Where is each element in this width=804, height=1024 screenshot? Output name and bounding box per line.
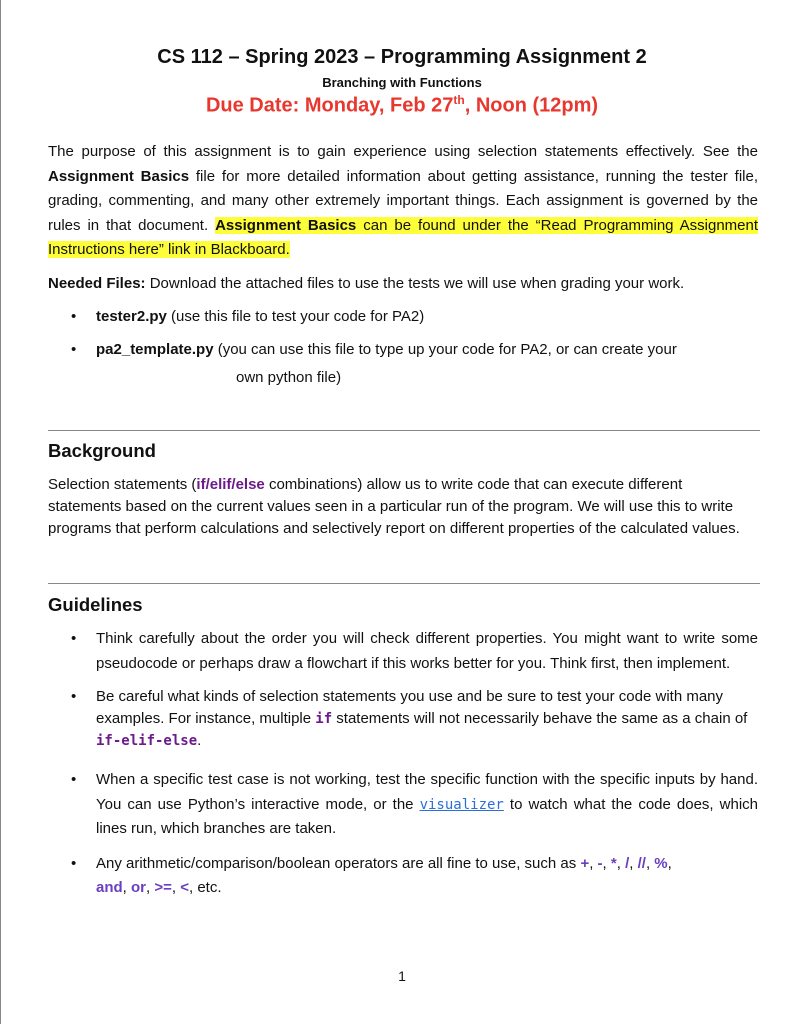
page-number: 1 (398, 968, 406, 984)
guideline-list (48, 627, 758, 901)
file-name: pa2_template.py (96, 341, 214, 358)
due-date-suffix: , Noon (12pm) (464, 94, 599, 117)
due-date-text: Due Date: Monday, Feb 27 (205, 94, 454, 117)
due-date (0, 93, 804, 118)
visualizer-link[interactable]: visualizer (419, 796, 504, 813)
guideline-text: to watch what the code does, which lines run, which branches are taken. (96, 795, 758, 837)
doc-subtitle: Branching with Functions (322, 75, 482, 90)
operator: < (180, 879, 189, 896)
list-item (48, 768, 758, 842)
guideline-text: etc. (197, 879, 222, 896)
bg-text: combinations) allow us to write code that can execute different statements based on the current values seen in a particular run of the program. We will use this to write programs that perform calculations and selectively report on different properties of the calculated values. (48, 476, 740, 537)
list-item: • Any arithmetic/comparison/boolean operators are all fine to use, such as +, -, *, /, //, %, and, or, >=, <, etc. (48, 852, 758, 901)
file-desc: (use this file to test your code for PA2) (166, 308, 425, 325)
guideline-text: Any arithmetic/comparison/boolean operators are all fine to use, such as (96, 854, 581, 872)
code-keyword: if (315, 711, 333, 727)
page-edge (0, 0, 1, 1024)
guideline-text: When a specific test case is not working, test the specific function with the specific inputs by hand. You can use Python’s interactive mode, or the (96, 771, 758, 813)
section-heading-guidelines: Guidelines (48, 594, 143, 615)
needed-files-text: Download the attached files to use the tests we will use when grading your work. (145, 275, 685, 292)
guideline-text: . (197, 732, 202, 749)
code-keyword: if-elif-else (96, 733, 198, 749)
needed-files (48, 272, 758, 297)
intro-text: The purpose of this assignment is to gain experience using selection statements effectively. See the (48, 143, 758, 160)
operator: // (637, 854, 646, 872)
operator: / (625, 854, 630, 872)
divider (48, 583, 760, 584)
bg-text: Selection statements ( (48, 476, 197, 493)
operator: or (131, 879, 147, 896)
section-heading-background: Background (48, 440, 156, 461)
intro-text: file for more detailed information about getting assistance, running the tester file, grading, commenting, and many other extremely important things. Each assignment is governed by the rules in that document. (48, 167, 759, 234)
file-name: tester2.py (96, 308, 167, 325)
list-item (48, 341, 758, 386)
list-item (48, 308, 758, 341)
file-desc: (you can use this file to type up your code for PA2, or can create your (213, 341, 677, 358)
file-list (48, 308, 758, 386)
guideline-text: statements will not necessarily behave the same as a chain of (332, 710, 748, 727)
guideline-text: Think carefully about the order you will check different properties. You might want to write some pseudocode or perhaps draw a flowchart if this works better for you. Think first, then implement. (96, 630, 758, 672)
operator: >= (154, 879, 172, 896)
doc-title: CS 112 – Spring 2023 – Programming Assignment 2 (157, 46, 647, 68)
guideline-text: Be careful what kinds of selection statements you use and be sure to test your code with many examples. For instance, multiple (96, 688, 724, 727)
operator: + (580, 854, 590, 872)
intro-bold: Assignment Basics (215, 216, 357, 234)
operator: - (597, 854, 603, 872)
intro-text: can be found under the “Read Programming Assignment Instructions here” link in Blackboard. (48, 216, 759, 258)
intro-bold: Assignment Basics (48, 167, 190, 185)
file-desc: own python file) (236, 369, 342, 386)
needed-files-label: Needed Files: (48, 275, 146, 292)
intro-paragraph (48, 140, 758, 263)
background-paragraph (48, 474, 758, 540)
operator: and (96, 879, 123, 896)
list-item (48, 686, 758, 752)
list-item (48, 627, 758, 676)
due-date-sup: th (453, 93, 465, 107)
divider (48, 430, 760, 431)
bg-keyword: if/elif/else (196, 476, 265, 493)
operator: % (654, 854, 668, 872)
operator: * (610, 854, 617, 872)
